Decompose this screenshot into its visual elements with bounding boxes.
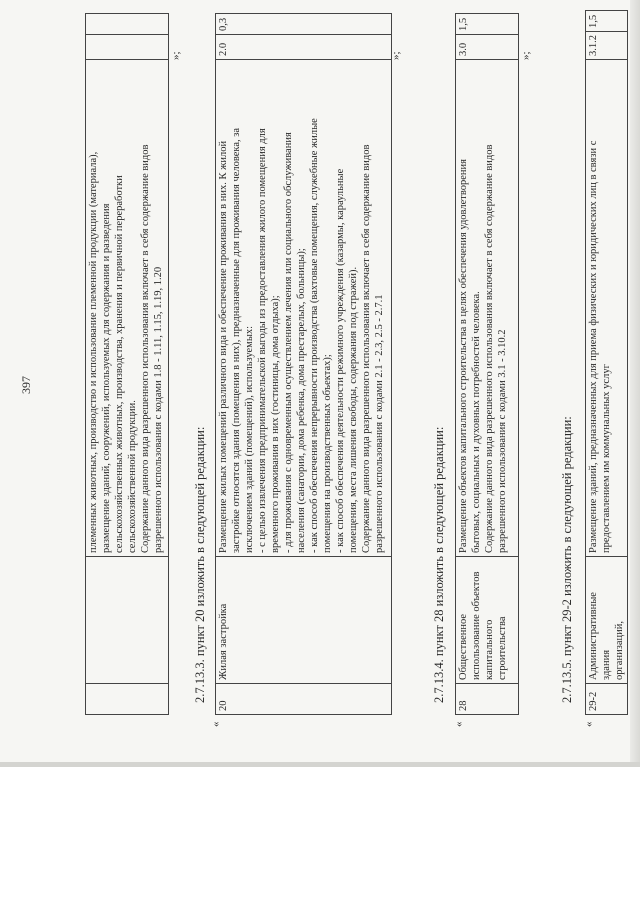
description-line: разрешенного использования с кодами 2.1 - 2.3, 2.5 - 2.7.1 <box>374 294 385 553</box>
description-line: Содержание данного вида разрешенного использования включает в себя содержание видов <box>484 144 495 553</box>
section-heading: 2.7.13.3. пункт 20 изложить в следующей редакции: <box>193 426 207 703</box>
top-table <box>85 13 169 715</box>
table-row <box>86 14 169 715</box>
name-line: организаций, <box>614 621 625 680</box>
row-name-cell <box>586 557 628 684</box>
description-line: застройке относятся здания (помещения в них), предназначенные для проживания человека, за <box>231 127 242 553</box>
description-line: сельскохозяйственной продукции. <box>127 400 138 553</box>
closing-quote: »; <box>390 51 402 60</box>
description-line: Содержание данного вида разрешенного использования включает в себя содержание видов <box>361 144 372 553</box>
description-line: Размещение зданий, предназначенных для приема физических и юридических лиц в связи с <box>588 140 599 553</box>
row-description-cell <box>586 60 628 557</box>
name-line: Административные здания <box>588 592 612 680</box>
opening-quote: « <box>583 721 595 727</box>
description-line: племенных животных, производство и использование племенной продукции (материала), <box>88 151 99 553</box>
opening-quote: « <box>210 721 222 727</box>
description-line: бытовых, социальных и духовных потребностей человека. <box>471 291 482 553</box>
row-description-cell <box>216 60 392 557</box>
row-number-cell: 29-2 <box>586 684 628 715</box>
page-number: 397 <box>19 376 33 394</box>
description-line: исключением зданий (помещений), используемых: <box>244 325 255 553</box>
description-line: размещение зданий, сооружений, используемых для содержания и разведения <box>101 203 112 553</box>
description-line: Размещение объектов капитального строительства в целях обеспечения удовлетворения <box>458 159 469 553</box>
description-line: разрешенного использования с кодами 1.8 - 1.11, 1.15, 1.19, 1.20 <box>153 266 164 553</box>
description-line: - как способ обеспечения непрерывности производства (вахтовые помещения, служебные жилые <box>309 118 320 553</box>
table-section-28 <box>455 13 519 715</box>
row-description-cell <box>86 60 169 557</box>
row-number-cell: 28 <box>456 684 519 715</box>
row-number-cell <box>86 684 169 715</box>
description-line: временного проживания в них (гостиницы, дома отдыха); <box>270 295 281 553</box>
row-code-cell: 3.0 <box>456 35 519 60</box>
row-extra-cell: 1,5 <box>586 11 628 32</box>
name-line: капитального строительства <box>484 616 508 680</box>
row-extra-cell <box>86 14 169 35</box>
section-heading: 2.7.13.4. пункт 28 изложить в следующей редакции: <box>432 426 446 703</box>
description-line: - с целью извлечения предпринимательской выгоды из предоставления жилого помещения для <box>257 128 268 553</box>
opening-quote: « <box>453 721 465 727</box>
table-section-20 <box>215 13 392 715</box>
description-line: Содержание данного вида разрешенного использования включает в себя содержание видов <box>140 144 151 553</box>
closing-quote: »; <box>170 51 182 60</box>
description-line: - для проживания с одновременным осуществлением лечения или социального обслуживания <box>283 132 294 553</box>
table-row <box>586 11 628 715</box>
row-code-cell <box>86 35 169 60</box>
description-line: населения (санатории, дома ребенка, дома престарелых, больницы); <box>296 248 307 553</box>
description-line: - как способ обеспечения деятельности режимного учреждения (казармы, караульные <box>335 168 346 553</box>
description-line: помещения на производственных объектах); <box>322 354 333 553</box>
name-line: использование объектов <box>471 571 482 680</box>
section-heading: 2.7.13.5. пункт 29-2 изложить в следующей редакции: <box>560 416 574 703</box>
name-line: Общественное <box>458 613 469 680</box>
closing-quote: »; <box>520 51 532 60</box>
row-extra-cell: 1,5 <box>456 14 519 35</box>
row-name-cell <box>86 557 169 684</box>
row-extra-cell: 0,3 <box>216 14 392 35</box>
row-name-cell: Жилая застройка <box>216 557 392 684</box>
description-line: Размещение жилых помещений различного вида и обеспечение проживания в них. К жилой <box>218 140 229 553</box>
description-line: помещения, места лишения свободы, содержания под стражей). <box>348 266 359 553</box>
row-name-cell <box>456 557 519 684</box>
description-line: сельскохозяйственных животных, производства, хранения и первичной переработки <box>114 175 125 553</box>
description-line: предоставлением им коммунальных услуг <box>601 364 612 553</box>
row-code-cell: 3.1.2 <box>586 32 628 60</box>
row-number-cell: 20 <box>216 684 392 715</box>
table-row <box>216 14 392 715</box>
description-line: разрешенного использования с кодами 3.1 - 3.10.2 <box>497 329 508 553</box>
row-description-cell <box>456 60 519 557</box>
table-row <box>456 14 519 715</box>
table-section-29-2 <box>585 10 628 715</box>
scan-edge-shadow <box>630 0 640 765</box>
row-code-cell: 2.0 <box>216 35 392 60</box>
